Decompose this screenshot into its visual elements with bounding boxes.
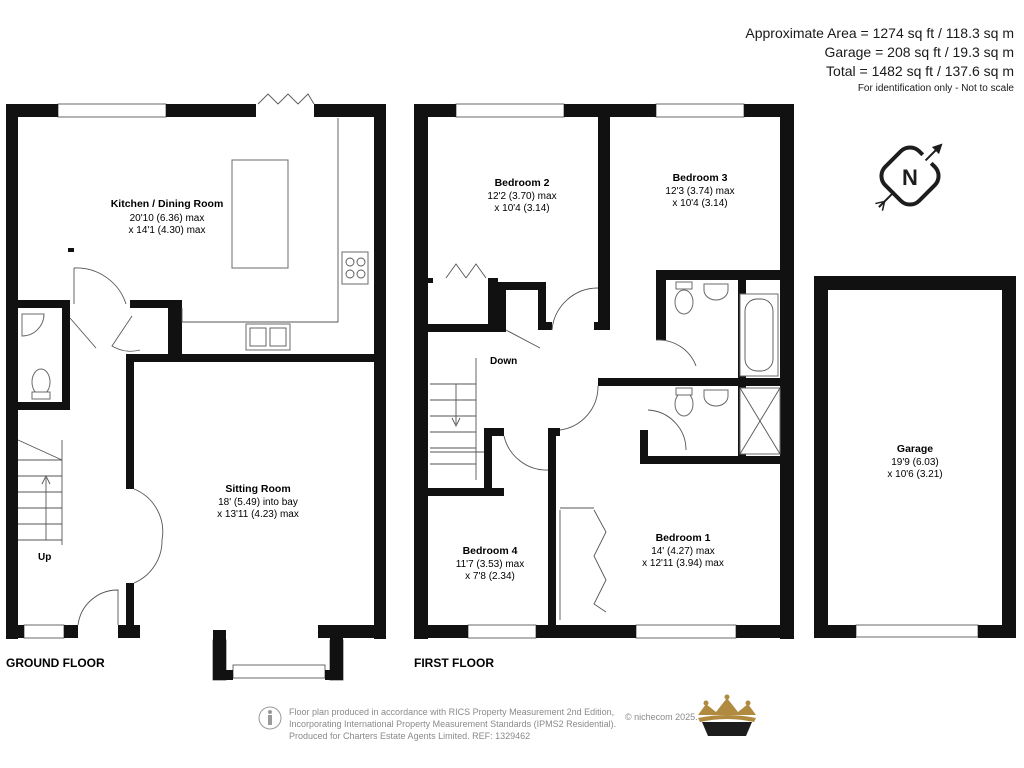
toilet-icon xyxy=(32,369,50,395)
toilet-icon xyxy=(675,392,693,416)
ground-walls xyxy=(6,104,386,680)
front-door-icon xyxy=(78,590,118,625)
bedroom4-dim-1: 11'7 (3.53) max xyxy=(455,559,525,570)
garage xyxy=(814,276,1016,638)
garage-name: Garage xyxy=(896,443,934,455)
door-swing xyxy=(74,268,126,304)
bedroom3-dim-2: x 10'4 (3.14) xyxy=(672,198,728,209)
garage-door xyxy=(856,625,978,637)
bifold-door-icon xyxy=(258,94,314,104)
footer-line-1: Floor plan produced in accordance with RICS Property Measurement 2nd Edition, xyxy=(289,707,615,717)
bedroom4-window xyxy=(468,625,536,638)
total-area: Total = 1482 sq ft / 137.6 sq m xyxy=(826,63,1014,79)
compass-letter: N xyxy=(902,165,918,190)
sitting-name: Sitting Room xyxy=(225,483,291,495)
garage-area: Garage = 208 sq ft / 19.3 sq m xyxy=(824,44,1014,60)
wardrobe-door-icon xyxy=(446,264,466,278)
wardrobe-door-icon xyxy=(560,508,606,612)
bedroom3-window xyxy=(656,104,744,117)
person-icon xyxy=(259,707,281,729)
bedroom1-name: Bedroom 1 xyxy=(655,532,711,544)
door-swing xyxy=(504,436,548,470)
footer-line-3: Produced for Charters Estate Agents Limited. REF: 1329462 xyxy=(289,731,531,741)
sitting-dim-2: x 13'11 (4.23) max xyxy=(217,509,299,520)
door-swing xyxy=(656,340,696,366)
bedroom2-dim-2: x 10'4 (3.14) xyxy=(494,203,550,214)
bedroom4-dim-2: x 7'8 (2.34) xyxy=(465,571,515,582)
bay-window-front xyxy=(233,665,325,678)
first-stairs xyxy=(430,358,484,480)
kitchen-window xyxy=(58,104,166,117)
ground-floor-label: GROUND FLOOR xyxy=(6,656,105,670)
crown-logo-icon xyxy=(698,695,756,737)
first-floor-label: FIRST FLOOR xyxy=(414,656,494,670)
sitting-dim-1: 18' (5.49) into bay xyxy=(218,497,298,508)
stairs-down-label: Down xyxy=(490,356,518,367)
bedroom1-dim-2: x 12'11 (3.94) max xyxy=(642,558,724,569)
door-swing xyxy=(560,386,598,430)
door-swing xyxy=(506,330,540,348)
bedroom2-name: Bedroom 2 xyxy=(494,177,550,189)
kitchen-dim-2: x 14'1 (4.30) max xyxy=(128,225,206,236)
footer-notes xyxy=(289,706,616,742)
door-swing xyxy=(552,288,598,330)
ground-floor xyxy=(6,94,386,680)
stairs-up-label: Up xyxy=(38,552,52,563)
french-door-icon xyxy=(134,489,163,583)
footer-line-2: Incorporating International Property Measurement Standards (IPMS2 Residential). xyxy=(289,719,617,729)
basin-icon xyxy=(704,390,728,406)
bedroom2-dim-1: 12'2 (3.70) max xyxy=(487,191,557,202)
hob-icon xyxy=(342,252,368,284)
bedroom1-dim-1: 14' (4.27) max xyxy=(651,546,715,557)
garage-dim-2: x 10'6 (3.21) xyxy=(887,469,943,480)
door-swing xyxy=(70,318,96,348)
scale-note: For identification only - Not to scale xyxy=(857,83,1014,94)
copyright: © nichecom 2025. xyxy=(625,712,698,722)
door-swing xyxy=(112,316,140,351)
garage-dim-1: 19'9 (6.03) xyxy=(891,457,939,468)
kitchen-island xyxy=(232,160,288,268)
basin-icon xyxy=(704,284,728,300)
ground-stairs xyxy=(18,440,62,545)
bedroom2-window xyxy=(456,104,564,117)
bedroom4-name: Bedroom 4 xyxy=(462,545,518,557)
bedroom3-name: Bedroom 3 xyxy=(672,172,728,184)
basin-icon xyxy=(22,314,44,336)
door-swing xyxy=(648,410,686,450)
bedroom1-window xyxy=(636,625,736,638)
kitchen-dim-1: 20'10 (6.36) max xyxy=(129,213,205,224)
bedroom3-dim-1: 12'3 (3.74) max xyxy=(665,186,735,197)
approximate-area: Approximate Area = 1274 sq ft / 118.3 sq m xyxy=(745,25,1014,41)
hall-window xyxy=(24,625,64,638)
toilet-icon xyxy=(675,290,693,314)
kitchen-name: Kitchen / Dining Room xyxy=(110,198,224,210)
first-floor xyxy=(414,104,794,670)
